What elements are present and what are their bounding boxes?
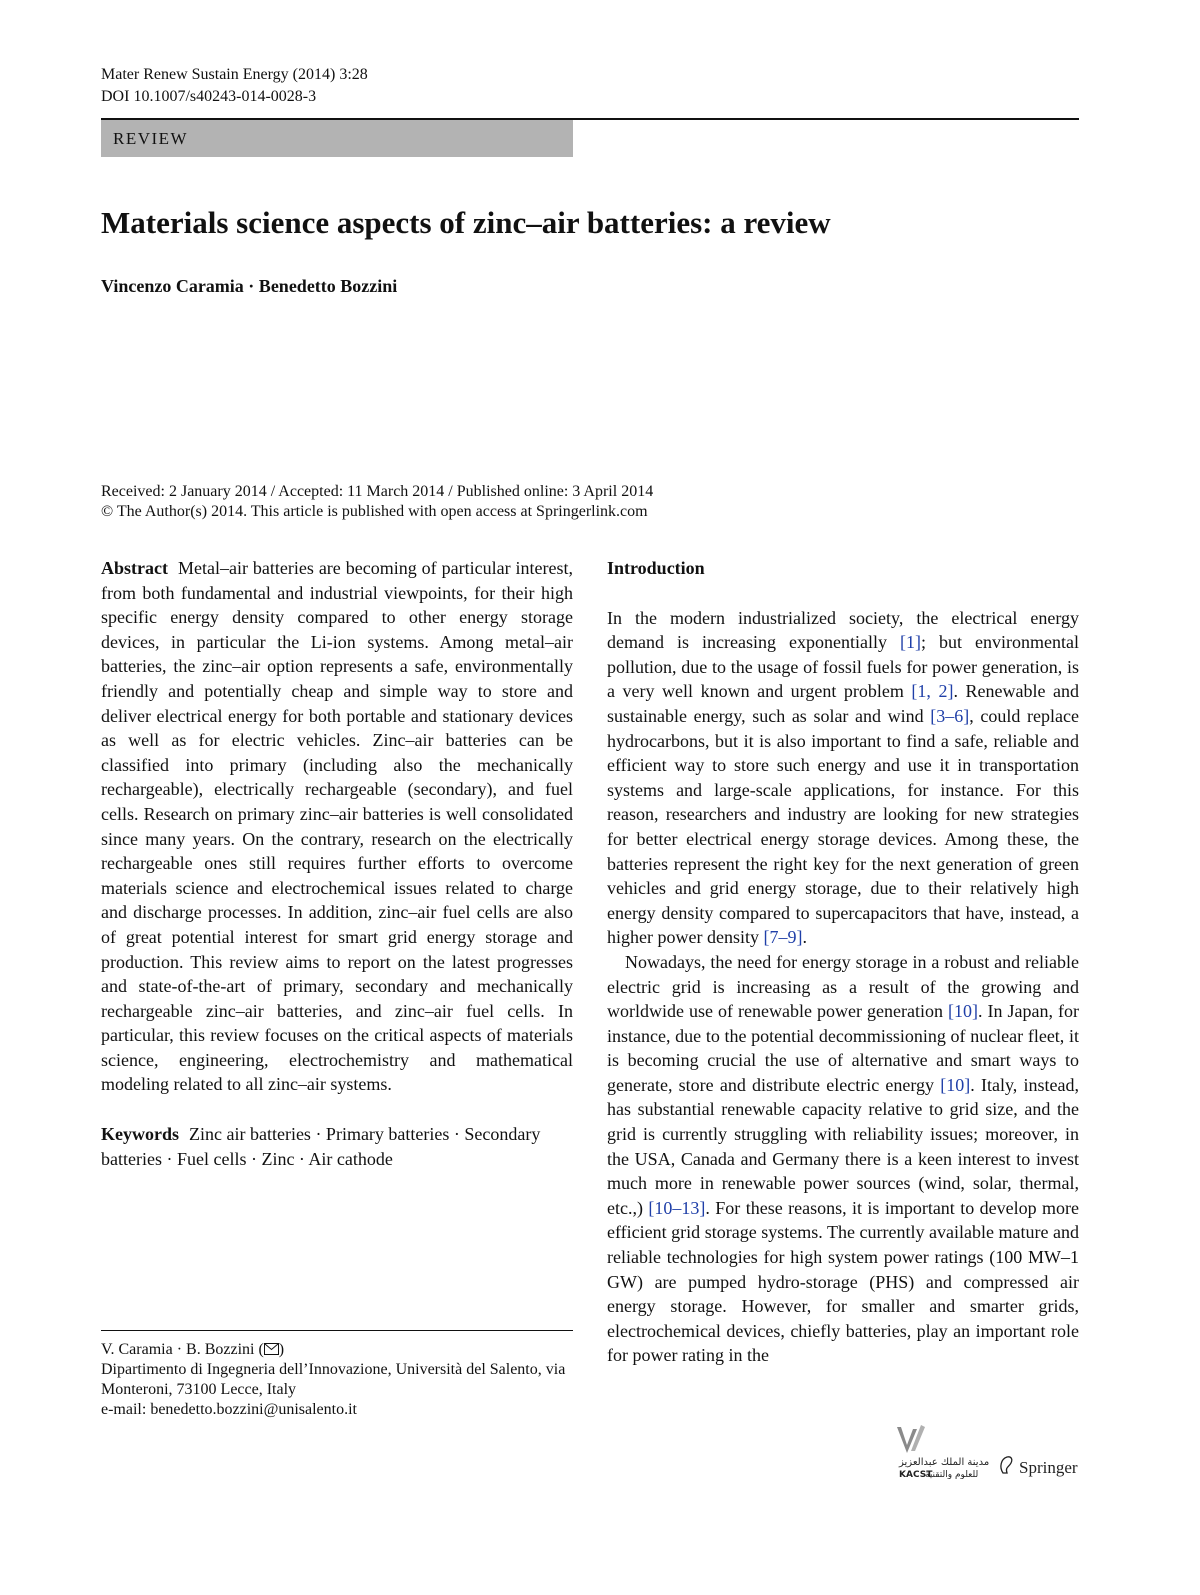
intro-paragraph-1 — [607, 606, 1079, 950]
intro-paragraph-2 — [607, 950, 1079, 1368]
intro-text: , could replace hydrocarbons, but it is also important to find a safe, reliable and efficient way to store such energy and use it in transportation systems and large-scale applications, for instance. For this reason, researchers and industry are looking for new strategies for better electrical energy storage devices. Among these, the batteries represent the right key for the next generation of green vehicles and grid energy storage, due to their relatively high energy density compared to supercapacitors that have, instead, a higher power density — [607, 705, 1079, 948]
journal-header — [101, 64, 368, 108]
right-column — [607, 556, 1079, 1368]
citation-link[interactable]: [1] — [900, 632, 921, 653]
intro-text: . Italy, instead, has substantial renewable capacity relative to grid size, and the grid is currently struggling with reliability issues; moreover, in the USA, Canada and Germany there is a keen interest to invest much more in renewable power sources (wind, solar, thermal, etc.,) — [607, 1074, 1079, 1218]
left-column — [101, 556, 573, 1171]
authors: Vincenzo Caramia · Benedetto Bozzini — [101, 276, 398, 296]
doi: DOI 10.1007/s40243-014-0028-3 — [101, 88, 317, 105]
intro-text: ; but environmental pollution, due to the usage of fossil fuels for power generation, is a very well known and urgent problem — [607, 632, 1079, 702]
intro-text: In the modern industrialized society, the electrical energy demand is increasing exponentially — [607, 607, 1079, 653]
abstract — [101, 556, 573, 1097]
citation-link[interactable]: [1, 2] — [911, 681, 954, 702]
footnote-email[interactable]: e-mail: benedetto.bozzini@unisalento.it — [101, 1401, 357, 1418]
abstract-label: Abstract — [101, 558, 168, 578]
introduction-heading: Introduction — [607, 558, 705, 578]
copyright-line: © The Author(s) 2014. This article is published with open access at Springerlink.com — [101, 503, 648, 520]
dates-line: Received: 2 January 2014 / Accepted: 11 March 2014 / Published online: 3 April 2014 — [101, 483, 654, 500]
author-footnote — [101, 1340, 573, 1420]
citation-link[interactable]: [7–9] — [763, 927, 803, 948]
springer-horse-icon — [1001, 1457, 1012, 1473]
publication-dates — [101, 482, 653, 522]
paper-title: Materials science aspects of zinc–air batteries: a review — [101, 205, 831, 240]
kacst-springer-logo — [895, 1423, 1079, 1479]
footnote-rule — [101, 1330, 573, 1331]
citation-link[interactable]: [3–6] — [930, 705, 970, 726]
intro-text: . — [802, 927, 807, 948]
kacst-label: KACST — [899, 1470, 933, 1479]
keywords — [101, 1122, 573, 1171]
abstract-text: Metal–air batteries are becoming of particular interest, from both fundamental and industrial viewpoints, for their high specific energy density compared to other energy storage devices, in particular the Li-ion systems. Among metal–air batteries, the zinc–air option represents a safe, environmentally friendly and potentially cheap and simple way to store and deliver electrical energy for both portable and stationary devices as well as for electric vehicles. Zinc–air batteries can be classified into primary (including also the mechanically rechargeable), electrically rechargeable (secondary), and fuel cells. Research on primary zinc–air batteries is well consolidated since many years. On the contrary, research on the electrically rechargeable ones still requires further efforts to overcome materials science and electrochemical issues related to charge and discharge processes. In addition, zinc–air fuel cells are also of great potential interest for smart grid energy storage and production. This review aims to report on the latest progresses and state-of-the-art of primary, secondary and mechanically rechargeable zinc–air batteries, and zinc–air fuel cells. In particular, this review focuses on the critical aspects of materials science, engineering, electrochemistry and mathematical modeling related to all zinc–air systems. — [101, 558, 573, 1095]
envelope-icon — [264, 1343, 279, 1355]
publisher-logos — [895, 1423, 1079, 1479]
intro-text: . In Japan, for instance, due to the potential decommissioning of nuclear fleet, it is becoming crucial the use of alternative and smart ways to generate, store and distribute electric energy — [607, 1001, 1080, 1095]
springer-wordmark: Springer — [1019, 1458, 1078, 1477]
footnote-author-close: ) — [278, 1341, 285, 1358]
citation-link[interactable]: [10] — [940, 1074, 971, 1095]
footnote-author-names: V. Caramia · B. Bozzini ( — [101, 1341, 264, 1358]
journal-citation: Mater Renew Sustain Energy (2014) 3:28 — [101, 66, 368, 83]
kacst-arabic-subtitle: للعلوم والتقنية — [925, 1470, 979, 1479]
citation-link[interactable]: [10] — [947, 1001, 978, 1022]
intro-text: . For these reasons, it is important to develop more efficient grid storage systems. The currently available mature and reliable technologies for high system power ratings (100 MW–1 GW) are pumped hydro-storage (PHS) and compressed air energy storage. However, for smaller and smarter grids, electrochemical devices, chiefly batteries, play an important role for power rating in the — [607, 1197, 1079, 1366]
kacst-arabic-name: مدينة الملك عبدالعزيز — [899, 1457, 990, 1468]
footnote-affiliation: Dipartimento di Ingegneria dell’Innovazione, Università del Salento, via Monteroni, 73100 Lecce, Italy — [101, 1361, 566, 1398]
footnote-authors — [101, 1340, 573, 1360]
intro-text: . Renewable and sustainable energy, such as solar and wind — [607, 681, 1079, 726]
keywords-label: Keywords — [101, 1124, 179, 1145]
citation-link[interactable]: [10–13] — [648, 1197, 706, 1218]
keywords-text: Zinc air batteries · Primary batteries · Secondary batteries · Fuel cells · Zinc · Air cathode — [101, 1124, 541, 1169]
section-tag: REVIEW — [101, 120, 573, 157]
intro-text: Nowadays, the need for energy storage in a robust and reliable electric grid is increasing as a result of the growing and worldwide use of renewable power generation — [607, 951, 1079, 1022]
